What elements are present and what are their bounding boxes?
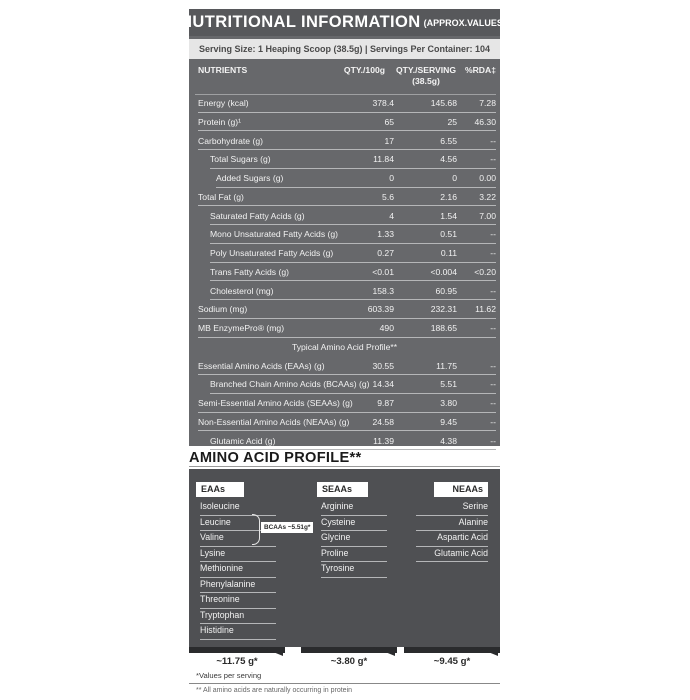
qty-per-serving: 2.16 bbox=[440, 191, 457, 202]
qty-per-serving: 9.45 bbox=[440, 416, 457, 427]
seaa-item: Glycine bbox=[321, 531, 387, 547]
nutrient-label: Non-Essential Amino Acids (NEAAs) (g) bbox=[198, 416, 350, 427]
nutrient-row bbox=[189, 170, 500, 189]
nutrient-row bbox=[189, 208, 500, 227]
nutrient-label: Total Sugars (g) bbox=[210, 154, 271, 165]
rda-percent: 7.28 bbox=[479, 98, 496, 108]
rda-percent: 11.62 bbox=[475, 304, 496, 315]
nutrient-label: Branched Chain Amino Acids (BCAAs) (g) bbox=[210, 379, 370, 390]
neaa-item: Serine bbox=[416, 500, 488, 516]
bcaa-brace bbox=[252, 514, 260, 545]
section-heading-row bbox=[189, 339, 500, 358]
nutrient-row bbox=[189, 414, 500, 433]
qty-per-100g: 14.34 bbox=[372, 379, 394, 390]
nutrient-row bbox=[189, 226, 500, 245]
footnote-naturally-occurring: ** All amino acids are naturally occurring in protein bbox=[196, 687, 353, 694]
serving-info: Serving Size: 1 Heaping Scoop (38.5g) | Servings Per Container: 104 bbox=[189, 39, 500, 59]
qty-per-serving: 188.65 bbox=[430, 323, 457, 333]
qty-per-100g: 11.39 bbox=[373, 435, 394, 446]
qty-per-100g: 1.33 bbox=[377, 229, 394, 240]
nutrient-row bbox=[189, 189, 500, 208]
header-nutrients: NUTRIENTS bbox=[198, 65, 248, 75]
row-divider bbox=[210, 280, 496, 281]
header-per-100g: QTY./100g bbox=[343, 65, 385, 75]
eaa-item: Valine bbox=[200, 531, 276, 547]
eaas-total-value: ~11.75 g* bbox=[216, 656, 258, 667]
row-divider bbox=[210, 393, 496, 394]
nutrient-label: Cholesterol (mg) bbox=[210, 285, 274, 296]
nutrition-panel bbox=[180, 9, 509, 446]
qty-per-serving: 5.51 bbox=[440, 379, 457, 390]
amino-profile-title: AMINO ACID PROFILE** bbox=[189, 450, 362, 466]
section-heading: Typical Amino Acid Profile** bbox=[291, 341, 398, 352]
nutrient-label: Saturated Fatty Acids (g) bbox=[210, 210, 305, 221]
eaa-item: Lysine bbox=[200, 547, 276, 563]
amino-profile-divider bbox=[189, 466, 500, 467]
nutrient-label: Trans Fatty Acids (g) bbox=[210, 266, 289, 277]
header-rda: %RDA‡ bbox=[464, 65, 496, 75]
rda-percent: -- bbox=[490, 416, 496, 427]
seaas-heading: SEAAs bbox=[317, 482, 368, 497]
row-divider bbox=[210, 168, 496, 169]
nutrient-row bbox=[189, 151, 500, 170]
nutrient-row bbox=[189, 301, 500, 320]
qty-per-serving: 4.38 bbox=[440, 435, 457, 446]
eaa-item: Phenylalanine bbox=[200, 578, 276, 594]
row-divider bbox=[198, 374, 496, 375]
seaa-item: Tyrosine bbox=[321, 562, 387, 578]
row-divider bbox=[198, 149, 496, 150]
qty-per-100g: <0.01 bbox=[372, 266, 394, 277]
rda-percent: 0.00 bbox=[479, 173, 496, 183]
rda-percent: -- bbox=[490, 229, 496, 240]
seaa-item: Cysteine bbox=[321, 516, 387, 532]
neaas-heading: NEAAs bbox=[434, 482, 488, 497]
nutrition-title-note: (APPROX.VALUES): bbox=[423, 17, 509, 28]
nutrient-row bbox=[189, 95, 500, 114]
qty-per-serving: 3.80 bbox=[440, 398, 457, 408]
nutrient-row bbox=[189, 245, 500, 264]
header-per-serving-label: QTY./SERVING bbox=[396, 65, 457, 75]
nutrient-row bbox=[189, 283, 500, 302]
seaas-total-value: ~3.80 g* bbox=[330, 656, 368, 667]
qty-per-100g: 490 bbox=[379, 323, 394, 333]
row-divider bbox=[210, 262, 496, 263]
nutrition-title: NUTRITIONAL INFORMATION bbox=[180, 13, 421, 31]
nutrient-row bbox=[189, 358, 500, 377]
qty-per-100g: 0 bbox=[389, 173, 394, 183]
rda-percent: 46.30 bbox=[474, 116, 496, 127]
seaas-total-arrow bbox=[373, 647, 395, 656]
eaa-item: Leucine bbox=[200, 516, 276, 532]
nutrient-label: Glutamic Acid (g) bbox=[210, 435, 276, 446]
qty-per-serving: <0.004 bbox=[430, 266, 457, 277]
nutrient-row bbox=[189, 395, 500, 414]
nutrient-row bbox=[189, 320, 500, 339]
header-per-serving bbox=[396, 65, 456, 93]
qty-per-100g: 158.3 bbox=[372, 285, 394, 296]
seaa-item: Proline bbox=[321, 547, 387, 563]
row-divider bbox=[210, 224, 496, 225]
nutrient-label: Mono Unsaturated Fatty Acids (g) bbox=[210, 229, 339, 240]
qty-per-100g: 11.84 bbox=[373, 154, 394, 165]
eaas-heading: EAAs bbox=[196, 482, 244, 497]
nutrient-label: Carbohydrate (g) bbox=[198, 135, 263, 146]
rda-percent: -- bbox=[490, 379, 496, 390]
qty-per-serving: 145.68 bbox=[430, 98, 457, 108]
qty-per-100g: 65 bbox=[384, 116, 394, 127]
neaas-total bbox=[404, 647, 500, 672]
seaa-item: Arginine bbox=[321, 500, 387, 516]
qty-per-100g: 5.6 bbox=[382, 191, 394, 202]
header-per-serving-sub: (38.5g) bbox=[412, 76, 440, 86]
nutrient-row bbox=[189, 133, 500, 152]
qty-per-serving: 11.75 bbox=[436, 360, 457, 371]
rda-percent: -- bbox=[490, 135, 496, 146]
amino-profile-panel bbox=[189, 469, 500, 647]
nutrient-label: Poly Unsaturated Fatty Acids (g) bbox=[210, 248, 334, 258]
rda-percent: -- bbox=[490, 154, 496, 165]
row-divider bbox=[198, 412, 496, 413]
qty-per-serving: 1.54 bbox=[440, 210, 457, 221]
rda-percent: 3.22 bbox=[479, 191, 496, 202]
neaa-item: Aspartic Acid bbox=[416, 531, 488, 547]
qty-per-serving: 60.95 bbox=[435, 285, 457, 296]
seaas-total bbox=[301, 647, 397, 672]
row-divider bbox=[198, 337, 496, 338]
row-divider bbox=[198, 112, 496, 113]
qty-per-serving: 0 bbox=[452, 173, 457, 183]
rda-percent: -- bbox=[490, 285, 496, 296]
nutrient-label: Added Sugars (g) bbox=[216, 173, 284, 183]
qty-per-serving: 25 bbox=[447, 116, 457, 127]
nutrient-row bbox=[189, 264, 500, 283]
eaa-item: Isoleucine bbox=[200, 500, 276, 516]
rda-percent: -- bbox=[490, 360, 496, 371]
neaa-item: Glutamic Acid bbox=[416, 547, 488, 563]
qty-per-100g: 378.4 bbox=[372, 98, 394, 108]
rda-percent: -- bbox=[490, 248, 496, 258]
qty-per-100g: 4 bbox=[389, 210, 394, 221]
row-divider bbox=[198, 130, 496, 131]
row-divider bbox=[216, 187, 496, 188]
nutrient-label: Essential Amino Acids (EAAs) (g) bbox=[198, 360, 325, 371]
qty-per-100g: 30.55 bbox=[372, 360, 394, 371]
nutrient-row bbox=[189, 376, 500, 395]
nutrient-label: Semi-Essential Amino Acids (SEAAs) (g) bbox=[198, 398, 353, 408]
nutrient-row bbox=[189, 114, 500, 133]
rda-percent: -- bbox=[490, 323, 496, 333]
nutrient-label: Total Fat (g) bbox=[198, 191, 244, 202]
eaa-item: Threonine bbox=[200, 593, 276, 609]
qty-per-serving: 232.31 bbox=[430, 304, 457, 315]
nutrient-label: Protein (g)¹ bbox=[198, 116, 241, 127]
eaas-total-arrow bbox=[261, 647, 283, 656]
eaa-item: Methionine bbox=[200, 562, 276, 578]
rda-percent: 7.00 bbox=[479, 210, 496, 221]
rda-percent: -- bbox=[490, 435, 496, 446]
neaa-item: Alanine bbox=[416, 516, 488, 532]
qty-per-100g: 603.39 bbox=[367, 304, 394, 315]
qty-per-100g: 17 bbox=[384, 135, 394, 146]
rda-percent: <0.20 bbox=[474, 266, 496, 277]
nutrient-row bbox=[189, 433, 500, 452]
neaas-total-value: ~9.45 g* bbox=[433, 656, 471, 667]
bcaa-label: BCAAs ~5.51g* bbox=[261, 522, 313, 533]
row-divider bbox=[198, 318, 496, 319]
eaas-total bbox=[189, 647, 285, 672]
amino-totals bbox=[189, 647, 500, 672]
row-divider bbox=[210, 243, 496, 244]
row-divider bbox=[210, 299, 496, 300]
eaa-item: Tryptophan bbox=[200, 609, 276, 625]
nutrient-label: Energy (kcal) bbox=[198, 98, 249, 108]
qty-per-100g: 9.87 bbox=[377, 398, 394, 408]
qty-per-100g: 0.27 bbox=[377, 248, 394, 258]
rda-percent: -- bbox=[490, 398, 496, 408]
row-divider bbox=[198, 430, 496, 431]
qty-per-serving: 6.55 bbox=[440, 135, 457, 146]
eaa-item: Histidine bbox=[200, 624, 276, 640]
nutrition-title-bar bbox=[180, 9, 509, 36]
footnote-values-per-serving: *Values per serving bbox=[196, 671, 262, 680]
row-divider bbox=[198, 205, 496, 206]
footnote-divider bbox=[189, 683, 500, 684]
nutrient-label: Sodium (mg) bbox=[198, 304, 248, 315]
qty-per-serving: 0.11 bbox=[440, 248, 457, 258]
qty-per-serving: 0.51 bbox=[440, 229, 457, 240]
qty-per-serving: 4.56 bbox=[440, 154, 457, 165]
nutrient-label: MB EnzymePro® (mg) bbox=[198, 323, 285, 333]
qty-per-100g: 24.58 bbox=[372, 416, 394, 427]
neaas-total-arrow bbox=[476, 647, 498, 656]
